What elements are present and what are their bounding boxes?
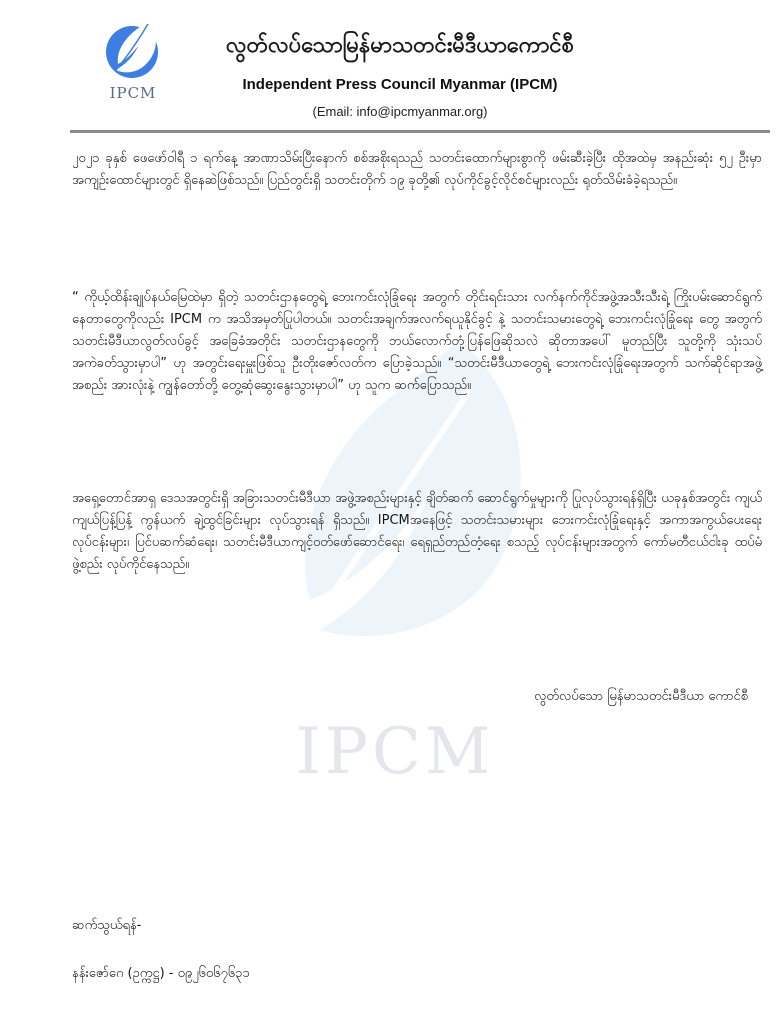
watermark-text: IPCM	[295, 715, 495, 789]
header-divider	[70, 130, 770, 133]
feather-logo-icon	[104, 18, 162, 80]
paragraph-3: အရှေ့တောင်အာရှ ဒေသအတွင်းရှိ အခြားသတင်းမီဒီယာ အဖွဲ့အစည်းများနှင့် ချိတ်ဆက် ဆောင်ရွက်မှုများကို ပြုလုပ်သွားရန်ရှိပြီး ယခုနှစ်အတွင်း ကျယ်ကျယ်ပြန့်ပြန့် ကွန်ယက် ချဲ့ထွင်ခြင်းများ လုပ်သွားရန် ရှိသည်။ IPCMအနေဖြင့် သတင်းသမားများ ဘေးကင်းလုံခြုံရေးနှင့် အကာအကွယ်ပေးရေး လုပ်ငန်းများ၊ ပြင်ပဆက်ဆံရေး၊ သတင်းမီဒီယာကျင့်ဝတ်ဖော်ဆောင်ရေး၊ ရေရှည်တည်တံ့ရေး စသည့် လုပ်ငန်းများအတွက် ကော်မတီငယ်ငါးခု ထပ်မံဖွဲ့စည်း လုပ်ကိုင်နေသည်။	[72, 491, 762, 572]
paragraph-1: ၂၀၂၁ ခုနှစ် ဖေဖော်ဝါရီ ၁ ရက်နေ့ အာဏာသိမ်းပြီးနောက် စစ်အစိုးရသည် သတင်းထောက်များစွာကို ဖမ်းဆီးခဲ့ပြီး ထိုအထဲမှ အနည်းဆုံး ၅၂ ဦးမှာ အကျဉ်းထောင်များတွင် ရှိနေဆဲဖြစ်သည်။ ပြည်တွင်းရှိ သတင်းတိုက် ၁၉ ခုတို့၏ လုပ်ကိုင်ခွင့်လိုင်စင်များလည်း ရုတ်သိမ်းခံခဲ့ရသည်။	[72, 151, 762, 188]
paragraph-2: “ ကိုယ့်ထိန်းချုပ်နယ်မြေထဲမှာ ရှိတဲ့ သတင်းဌာနတွေရဲ့ ဘေးကင်းလုံခြုံရေး အတွက် တိုင်းရင်းသား လက်နက်ကိုင်အဖွဲ့အသီးသီးရဲ့ ကြိုးပမ်းဆောင်ရွက်နေတာတွေကိုလည်း IPCM က အသိအမှတ်ပြုပါတယ်။ သတင်းအချက်အလက်ရယူနိုင်ခွင့် နဲ့ သတင်းသမားတွေရဲ့ ဘေးကင်းလုံခြုံရေး တွေ အတွက် သတင်းမီဒီယာလွတ်လပ်ခွင့် အခြေခံအတိုင်း သတင်းဌာနတွေကို ဘယ်လောက်တုံ့ပြန်ဖြေဆိုသလဲ ဆိုတာအပေါ် မူတည်ပြီး သူတို့ကို သုံးသပ်အကဲခတ်သွားမှာပါ” ဟု အတွင်းရေးမှူးဖြစ်သူ ဦးတိုးဇော်လတ်က ပြောခဲ့သည်။ “သတင်းမီဒီယာတွေရဲ့ ဘေးကင်းလုံခြုံရေးအတွက် သက်ဆိုင်ရာအဖွဲ့အစည်း အားလုံးနဲ့ ကျွန်တော်တို့ တွေ့ဆုံဆွေးနွေးသွားမှာပါ” ဟု သူက ဆက်ပြောသည်။	[72, 290, 762, 393]
org-email: (Email: info@ipcmyanmar.org)	[312, 104, 488, 119]
contact-label: ဆက်သွယ်ရန်-	[72, 918, 142, 933]
org-title-myanmar: လွတ်လပ်သောမြန်မာသတင်းမီဒီယာကောင်စီ	[226, 33, 574, 58]
signature: လွတ်လပ်သော မြန်မာသတင်းမီဒီယာ ကောင်စီ	[534, 689, 748, 704]
ipcm-logo	[100, 18, 166, 108]
contact-phone: နန်းဇော်ဂေ (ဥက္ကဋ္ဌ) - ၀၉၂၆၀၆၇၆၃၁	[72, 966, 250, 981]
logo-text: IPCM	[109, 84, 157, 102]
org-name-english: Independent Press Council Myanmar (IPCM)	[242, 76, 558, 93]
